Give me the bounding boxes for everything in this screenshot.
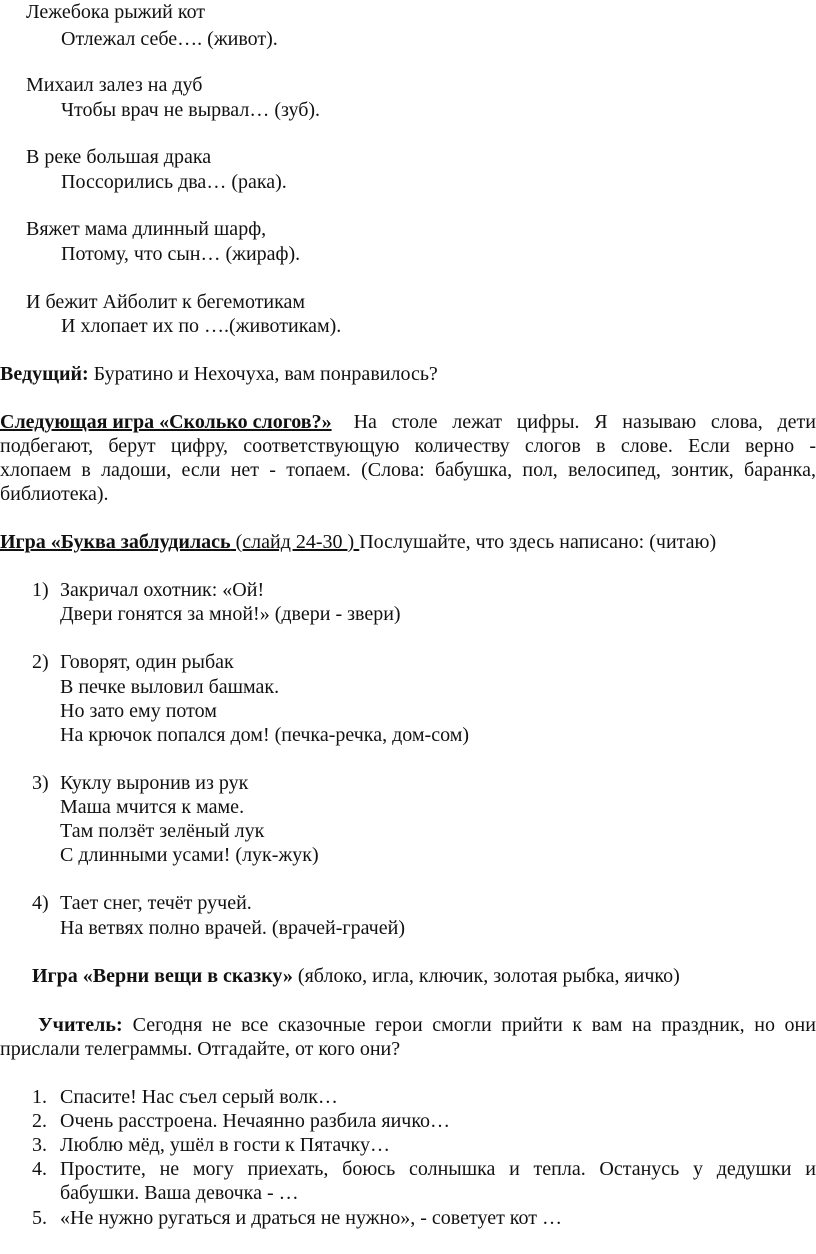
poem-line: Лежебока рыжий кот — [26, 1, 206, 23]
poem-line: Чтобы врач не вырвал… (зуб). — [61, 99, 321, 121]
poem-line: В реке большая драка — [26, 146, 212, 168]
word: вам — [591, 1014, 623, 1036]
word: не — [159, 1158, 180, 1180]
word: называю — [622, 411, 697, 433]
list-item: 3) Куклу выронив из рук — [32, 772, 249, 794]
word: герои — [375, 1014, 423, 1036]
teacher-words — [133, 1013, 816, 1037]
list-item-line: На ветвях полно врачей. (врачей-грачей) — [60, 917, 405, 939]
word: топаем. — [286, 459, 351, 481]
syllables-line-3 — [0, 458, 816, 482]
word: приехать, — [247, 1158, 329, 1180]
word: в — [596, 435, 606, 457]
word: цифры. — [516, 411, 580, 433]
poem-line: И хлопает их по ….(животикам). — [61, 315, 342, 337]
poem-line: Михаил залез на дуб — [26, 74, 203, 96]
host-label: Ведущий: — [0, 363, 89, 385]
word: Останусь — [599, 1158, 680, 1180]
word: дети — [777, 411, 816, 433]
word: солнышка — [408, 1158, 496, 1180]
telegram-item: 4. Простите, не могу приехать, боюсь солнышка и тепла. Останусь у дедушки и — [32, 1158, 816, 1180]
lost-letter-slide: (слайд 24-30 ) — [230, 531, 360, 553]
word: подбегают, — [0, 435, 94, 457]
host-text: Буратино и Нехочуха, вам понравилось? — [88, 363, 438, 385]
word: дедушки — [716, 1158, 792, 1180]
word: соответствующую — [243, 435, 400, 457]
poem-line: Поссорились два… (рака). — [61, 171, 287, 193]
list-item-line: Там ползёт зелёный лук — [60, 820, 265, 842]
teacher-line-2: прислали телеграммы. Отгадайте, от кого они? — [0, 1038, 401, 1060]
word: но — [754, 1014, 775, 1036]
word: все — [241, 1014, 269, 1036]
telegram-words — [60, 1157, 816, 1181]
word: бабушка, — [434, 459, 513, 481]
poem-line: Вяжет мама длинный шарф, — [26, 218, 267, 240]
word: праздник, — [661, 1014, 745, 1036]
word: нет — [230, 459, 260, 481]
word: - — [269, 459, 276, 481]
list-item: 4) Тает снег, течёт ручей. — [32, 892, 252, 914]
list-item-line: Маша мчится к маме. — [60, 796, 245, 818]
word: количеству — [414, 435, 510, 457]
word: слогов — [524, 435, 581, 457]
teacher-line-1 — [0, 1013, 816, 1037]
word: лежат — [452, 411, 503, 433]
lost-letter-title: Игра «Буква заблудилась — [0, 531, 231, 553]
word: Сегодня — [132, 1014, 203, 1036]
word: и — [509, 1158, 520, 1180]
telegram-item: 1. Спасите! Нас съел серый волк… — [32, 1086, 338, 1108]
word: если — [181, 459, 221, 481]
syllables-words — [354, 410, 816, 434]
word: к — [572, 1014, 583, 1036]
poem-line: И бежит Айболит к бегемотикам — [26, 291, 306, 313]
word: тепла. — [533, 1158, 586, 1180]
list-item: 1) Закричал охотник: «Ой! — [32, 579, 265, 601]
word: у — [693, 1158, 703, 1180]
word: пол, — [522, 459, 558, 481]
host-paragraph — [0, 362, 438, 386]
telegram-item: 3. Люблю мёд, ушёл в гости к Пятачку… — [32, 1134, 390, 1156]
lost-letter-heading — [0, 530, 716, 554]
word: хлопаем — [0, 459, 72, 481]
word: могу — [192, 1158, 234, 1180]
poem-line: Потому, что сын… (жираф). — [61, 243, 301, 265]
poem-line: Отлежал себе…. (живот). — [61, 28, 278, 50]
syllables-line-2 — [0, 434, 816, 458]
word: На — [353, 411, 377, 433]
list-item: 2) Говорят, один рыбак — [32, 651, 234, 673]
list-item-line: На крючок попался дом! (печка-речка, дом-сом) — [60, 724, 470, 746]
word: Если — [688, 435, 730, 457]
word: на — [632, 1014, 652, 1036]
syllables-line-4: библиотека). — [0, 483, 109, 505]
word: (Слова: — [361, 459, 425, 481]
syllables-line-1 — [0, 410, 816, 434]
word: в — [81, 459, 91, 481]
word: слове. — [620, 435, 673, 457]
word: Простите, — [60, 1158, 146, 1180]
word: Я — [594, 411, 608, 433]
return-items-title: Игра «Верни вещи в сказку» — [32, 965, 293, 987]
word: и — [805, 1158, 816, 1180]
word: не — [211, 1014, 232, 1036]
word: зонтик, — [671, 459, 734, 481]
list-item-line: С длинными усами! (лук-жук) — [60, 844, 319, 866]
list-item-line: Двери гонятся за мной!» (двери - звери) — [60, 603, 401, 625]
word: прийти — [501, 1014, 563, 1036]
word: - — [809, 435, 816, 457]
word: столе — [391, 411, 438, 433]
syllables-title: Следующая игра «Сколько слогов?» — [0, 411, 332, 433]
lost-letter-instruction: Послушайте, что здесь написано: (читаю) — [359, 531, 717, 553]
return-items-paragraph — [32, 964, 680, 988]
telegram-item: 2. Очень расстроена. Нечаянно разбила яичко… — [32, 1110, 451, 1132]
list-item-line: В печке выловил башмак. — [60, 676, 280, 698]
teacher-label: Учитель: — [38, 1014, 123, 1036]
return-items-text: (яблоко, игла, ключик, золотая рыбка, яичко) — [292, 965, 680, 987]
telegram-item-line: бабушки. Ваша девочка - … — [60, 1182, 299, 1204]
word: ладоши, — [101, 459, 172, 481]
telegram-item: 5. «Не нужно ругаться и драться не нужно», - советует кот … — [32, 1207, 562, 1229]
word: берут — [108, 435, 156, 457]
word: сказочные — [278, 1014, 366, 1036]
word: смогли — [432, 1014, 492, 1036]
list-item-line: Но зато ему потом — [60, 700, 217, 722]
word: велосипед, — [568, 459, 661, 481]
word: они — [784, 1014, 816, 1036]
word: слова, — [710, 411, 763, 433]
word: боюсь — [342, 1158, 396, 1180]
word: цифру, — [170, 435, 228, 457]
word: баранка, — [744, 459, 816, 481]
word: верно — [745, 435, 795, 457]
